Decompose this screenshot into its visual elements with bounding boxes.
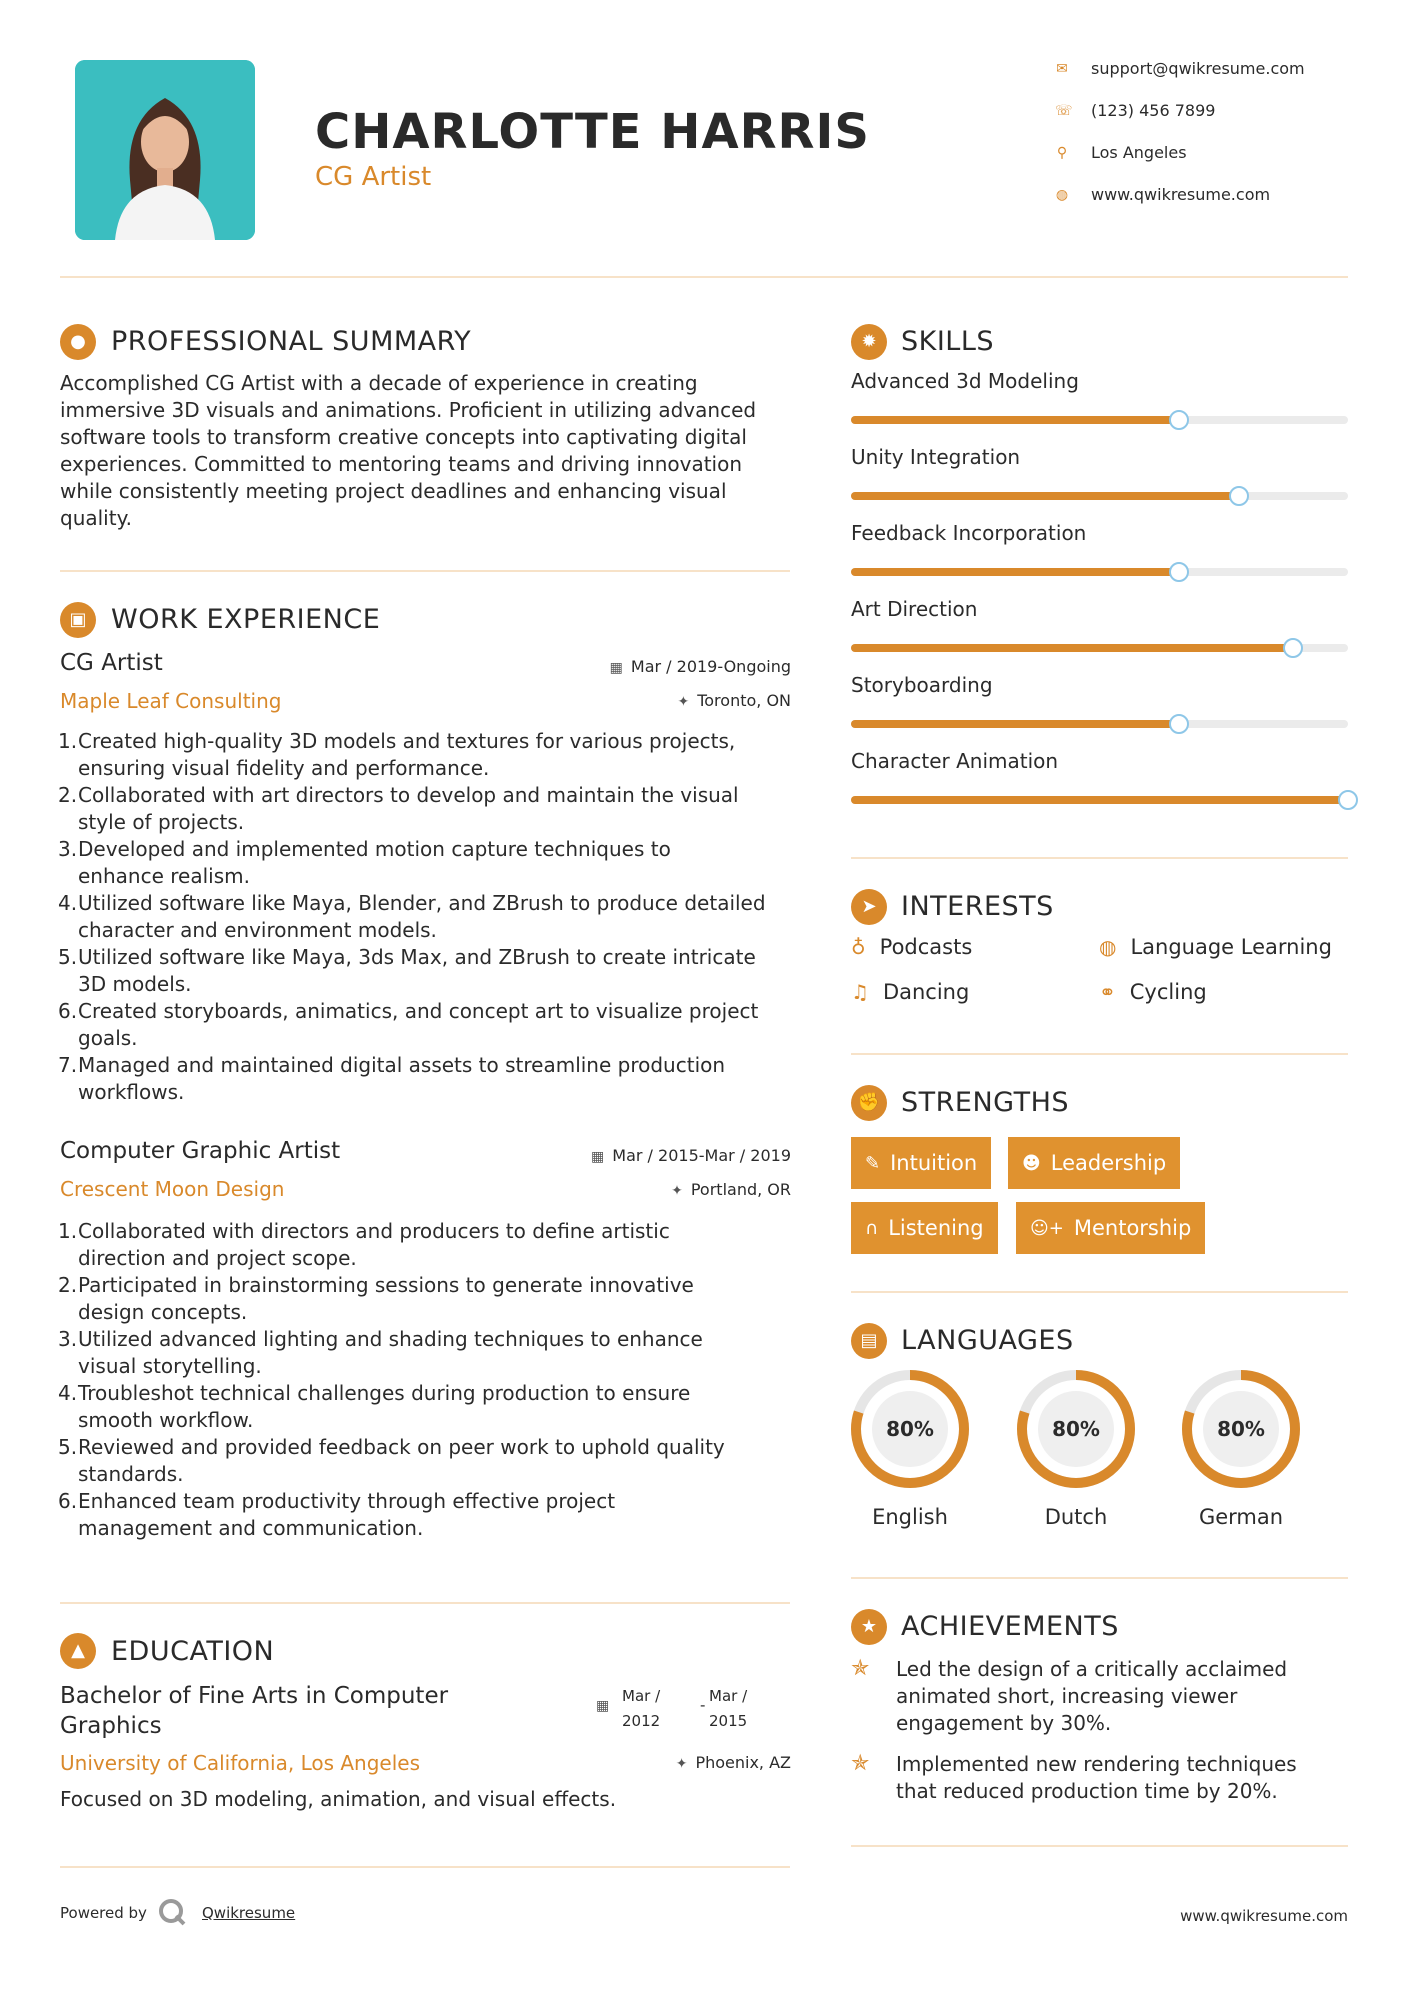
date-end-line: Mar / — [709, 1687, 748, 1705]
globe-icon: ◍ — [1055, 186, 1069, 203]
microphone-icon: ♁ — [851, 935, 866, 959]
skills-divider — [851, 857, 1348, 859]
contact-website-text: www.qwikresume.com — [1091, 185, 1271, 204]
strengths-heading: STRENGTHS — [901, 1087, 1070, 1118]
skill-knob — [1229, 486, 1249, 506]
bullet-item — [60, 1434, 800, 1488]
bullet-number: 2. — [58, 1273, 78, 1297]
user-plus-icon: ☺+ — [1030, 1217, 1064, 1239]
bullet-line: Utilized advanced lighting and shading techniques to enhance — [78, 1327, 703, 1351]
skill-fill — [851, 416, 1179, 424]
phone-icon: ☏ — [1055, 102, 1073, 119]
bullet-item — [60, 1380, 800, 1434]
envelope-icon: ✉ — [1056, 60, 1068, 77]
summary-divider — [60, 570, 790, 572]
bullet-line: Reviewed and provided feedback on peer work to uphold quality — [78, 1435, 725, 1459]
skill-knob — [1169, 714, 1189, 734]
interest-item — [851, 935, 972, 959]
date-start-line: 2012 — [622, 1712, 661, 1730]
skill-fill — [851, 720, 1179, 728]
bullet-item — [60, 1218, 800, 1272]
header-divider — [60, 276, 1348, 278]
fist-icon: ✊ — [851, 1085, 887, 1121]
candidate-title: CG Artist — [315, 162, 432, 192]
achievement-line: Led the design of a critically acclaimed — [896, 1657, 1288, 1681]
language-percent: 80% — [1217, 1417, 1265, 1441]
education-description: Focused on 3D modeling, animation, and visual effects. — [60, 1787, 617, 1811]
bullet-item — [60, 1326, 800, 1380]
bullet-line: Developed and implemented motion capture techniques to — [78, 837, 671, 861]
powered-by-text: Powered by — [60, 1904, 147, 1922]
skill-fill — [851, 644, 1293, 652]
bullet-item — [60, 1052, 800, 1106]
bullet-item — [60, 728, 800, 782]
degree-title — [60, 1681, 448, 1741]
bullet-line: 3D models. — [78, 972, 192, 996]
map-pin-icon: ⚲ — [1056, 144, 1068, 161]
bullet-number: 4. — [58, 1381, 78, 1405]
education-divider — [60, 1866, 790, 1868]
skill-fill — [851, 568, 1179, 576]
strength-label: Leadership — [1050, 1151, 1167, 1175]
contact-phone[interactable] — [1055, 101, 1215, 120]
summary-line: Accomplished CG Artist with a decade of experience in creating — [60, 371, 698, 395]
qwikresume-logo-icon — [158, 1898, 186, 1926]
degree-line: Bachelor of Fine Arts in Computer — [60, 1683, 449, 1709]
qwikresume-link[interactable]: Qwikresume — [202, 1904, 296, 1922]
bullet-number: 5. — [58, 945, 78, 969]
degree-line: Graphics — [60, 1713, 162, 1739]
profile-photo — [75, 60, 255, 240]
job-location — [677, 691, 791, 710]
interests-heading: INTERESTS — [901, 891, 1054, 922]
bullet-line: management and communication. — [78, 1516, 424, 1540]
school-name: University of California, Los Angeles — [60, 1751, 421, 1775]
language-name: German — [1198, 1505, 1284, 1529]
bullet-line: Enhanced team productivity through effective project — [78, 1489, 616, 1513]
globe-icon: ◍ — [1099, 935, 1117, 959]
skill-knob — [1169, 562, 1189, 582]
strength-label: Listening — [888, 1216, 984, 1240]
graduation-icon: ▲ — [60, 1633, 96, 1669]
language-percent: 80% — [886, 1417, 934, 1441]
language-card-icon: ▤ — [851, 1323, 887, 1359]
job-date — [591, 1146, 791, 1165]
interest-item — [1099, 935, 1332, 959]
education-location-text: Phoenix, AZ — [695, 1753, 791, 1772]
interests-divider — [851, 1053, 1348, 1055]
bullet-number: 2. — [58, 783, 78, 807]
skill-track — [851, 416, 1348, 424]
contact-email-text: support@qwikresume.com — [1091, 59, 1305, 78]
strengths-divider — [851, 1291, 1348, 1293]
skill-label: Feedback Incorporation — [851, 521, 1087, 545]
contact-location-text: Los Angeles — [1091, 143, 1187, 162]
job-bullets — [60, 1218, 800, 1542]
achievements-heading: ACHIEVEMENTS — [901, 1611, 1119, 1642]
bullet-number: 5. — [58, 1435, 78, 1459]
job-date — [610, 657, 791, 676]
summary-text — [60, 370, 800, 532]
achievements-divider — [851, 1845, 1348, 1847]
briefcase-icon: ▣ — [60, 602, 96, 638]
experience-divider — [60, 1602, 790, 1604]
skill-track — [851, 796, 1348, 804]
summary-line: experiences. Committed to mentoring teams and driving innovation — [60, 452, 743, 476]
bullet-number: 1. — [58, 729, 78, 753]
language-ring — [1016, 1369, 1136, 1493]
bullet-number: 3. — [58, 1327, 78, 1351]
bullet-line: Managed and maintained digital assets to streamline production — [78, 1053, 726, 1077]
bullet-item — [60, 944, 800, 998]
bullet-item — [60, 782, 800, 836]
skill-label: Character Animation — [851, 749, 1059, 773]
language-ring — [1181, 1369, 1301, 1493]
star-icon: ✯ — [851, 1751, 870, 1776]
skill-track — [851, 720, 1348, 728]
skill-track — [851, 492, 1348, 500]
bullet-line: design concepts. — [78, 1300, 248, 1324]
language-name: English — [872, 1505, 948, 1529]
users-icon: ☻ — [1022, 1152, 1041, 1174]
summary-line: immersive 3D visuals and animations. Proficient in utilizing advanced — [60, 398, 757, 422]
achievement-line: animated short, increasing viewer — [896, 1684, 1238, 1708]
calendar-icon: ▦ — [609, 660, 623, 676]
skill-fill — [851, 796, 1348, 804]
bullet-line: ensuring visual fidelity and performance. — [78, 756, 490, 780]
skill-track — [851, 644, 1348, 652]
achievement-text — [896, 1751, 1336, 1805]
bullet-line: standards. — [78, 1462, 184, 1486]
bullet-line: direction and project scope. — [78, 1246, 357, 1270]
bicycle-icon: ⚭ — [1099, 980, 1116, 1004]
summary-line: software tools to transform creative concepts into captivating digital — [60, 425, 747, 449]
skill-label: Storyboarding — [851, 673, 993, 697]
bullet-line: goals. — [78, 1026, 138, 1050]
interest-item — [1099, 980, 1207, 1004]
skill-track — [851, 568, 1348, 576]
skill-label: Unity Integration — [851, 445, 1021, 469]
portrait-illustration — [75, 60, 255, 240]
interest-item — [851, 980, 969, 1004]
skill-label: Advanced 3d Modeling — [851, 369, 1079, 393]
education-location — [676, 1753, 791, 1772]
skill-knob — [1283, 638, 1303, 658]
bullet-item — [60, 1488, 800, 1542]
strength-tag — [851, 1137, 991, 1189]
company-name: Crescent Moon Design — [60, 1177, 285, 1201]
user-icon: ● — [60, 324, 96, 360]
bullet-item — [60, 836, 800, 890]
paper-plane-icon: ➤ — [851, 889, 887, 925]
bullet-line: Participated in brainstorming sessions to generate innovative — [78, 1273, 694, 1297]
pushpin-icon: ✦ — [671, 1183, 683, 1199]
company-name: Maple Leaf Consulting — [60, 689, 282, 713]
language-percent: 80% — [1052, 1417, 1100, 1441]
contact-location — [1055, 143, 1187, 162]
education-date-start — [622, 1684, 660, 1734]
bullet-number: 4. — [58, 891, 78, 915]
date-start-line: Mar / — [622, 1687, 661, 1705]
job-date-text: Mar / 2019-Ongoing — [630, 657, 791, 676]
achievement-line: engagement by 30%. — [896, 1711, 1112, 1735]
headphones-icon: ∩ — [865, 1217, 879, 1239]
bullet-item — [60, 998, 800, 1052]
skill-label: Art Direction — [851, 597, 978, 621]
strength-tag — [1008, 1137, 1180, 1189]
language-ring — [850, 1369, 970, 1493]
interest-label: Dancing — [882, 980, 970, 1004]
summary-line: quality. — [60, 506, 132, 530]
contact-website[interactable] — [1055, 185, 1270, 204]
achievement-line: Implemented new rendering techniques — [896, 1752, 1297, 1776]
achievement-item — [851, 1751, 1336, 1805]
job-location — [671, 1180, 791, 1199]
footer-website[interactable]: www.qwikresume.com — [1180, 1907, 1348, 1925]
skill-knob — [1169, 410, 1189, 430]
bullet-number: 3. — [58, 837, 78, 861]
summary-heading: PROFESSIONAL SUMMARY — [111, 326, 472, 357]
date-end-line: 2015 — [709, 1712, 748, 1730]
education-heading: EDUCATION — [111, 1636, 275, 1667]
bullet-line: enhance realism. — [78, 864, 250, 888]
bullet-line: style of projects. — [78, 810, 245, 834]
job-date-text: Mar / 2015-Mar / 2019 — [612, 1146, 791, 1165]
bullet-item — [60, 1272, 800, 1326]
bullet-number: 6. — [58, 999, 78, 1023]
education-date-end — [709, 1684, 747, 1734]
bullet-line: Collaborated with art directors to develop and maintain the visual — [78, 783, 739, 807]
achievement-text — [896, 1656, 1336, 1737]
skill-fill — [851, 492, 1239, 500]
job-title: CG Artist — [60, 650, 163, 676]
lightbulb-icon: ✹ — [851, 324, 887, 360]
bullet-line: Troubleshot technical challenges during production to ensure — [78, 1381, 691, 1405]
achievement-line: that reduced production time by 20%. — [896, 1779, 1278, 1803]
contact-phone-text: (123) 456 7899 — [1091, 101, 1216, 120]
job-location-text: Portland, OR — [690, 1180, 791, 1199]
interest-label: Language Learning — [1130, 935, 1332, 959]
languages-heading: LANGUAGES — [901, 1325, 1074, 1356]
interest-label: Podcasts — [879, 935, 973, 959]
calendar-icon: ▦ — [596, 1698, 610, 1714]
languages-divider — [851, 1577, 1348, 1579]
calendar-icon: ▦ — [591, 1149, 605, 1165]
bullet-number: 7. — [58, 1053, 78, 1077]
interest-label: Cycling — [1129, 980, 1207, 1004]
bullet-number: 6. — [58, 1489, 78, 1513]
bullet-line: workflows. — [78, 1080, 185, 1104]
summary-line: while consistently meeting project deadlines and enhancing visual — [60, 479, 727, 503]
job-location-text: Toronto, ON — [697, 691, 791, 710]
pushpin-icon: ✦ — [677, 694, 690, 710]
pushpin-icon: ✦ — [675, 1756, 688, 1772]
strength-label: Intuition — [890, 1151, 978, 1175]
job-title: Computer Graphic Artist — [60, 1138, 341, 1164]
star-badge-icon: ★ — [851, 1609, 887, 1645]
bullet-line: character and environment models. — [78, 918, 437, 942]
contact-email[interactable] — [1055, 59, 1305, 78]
strength-tag — [851, 1202, 998, 1254]
job-bullets — [60, 728, 800, 1106]
bullet-line: visual storytelling. — [78, 1354, 262, 1378]
bullet-line: Utilized software like Maya, Blender, and ZBrush to produce detailed — [78, 891, 766, 915]
language-name: Dutch — [1044, 1505, 1108, 1529]
music-note-icon: ♫ — [851, 980, 869, 1004]
bullet-item — [60, 890, 800, 944]
bullet-line: Collaborated with directors and producers to define artistic — [78, 1219, 670, 1243]
bullet-line: Created high-quality 3D models and textures for various projects, — [78, 729, 736, 753]
achievement-item — [851, 1656, 1336, 1737]
bullet-line: Created storyboards, animatics, and concept art to visualize project — [78, 999, 759, 1023]
skill-knob — [1338, 790, 1358, 810]
star-icon: ✯ — [851, 1656, 870, 1681]
experience-heading: WORK EXPERIENCE — [111, 604, 381, 635]
bullet-number: 1. — [58, 1219, 78, 1243]
candidate-name: CHARLOTTE HARRIS — [315, 104, 870, 160]
strength-tag — [1016, 1202, 1205, 1254]
strength-label: Mentorship — [1073, 1216, 1192, 1240]
magic-wand-icon: ✎ — [865, 1152, 881, 1174]
bullet-line: smooth workflow. — [78, 1408, 254, 1432]
bullet-line: Utilized software like Maya, 3ds Max, and ZBrush to create intricate — [78, 945, 756, 969]
date-separator: - — [700, 1696, 706, 1714]
skills-heading: SKILLS — [901, 326, 995, 357]
